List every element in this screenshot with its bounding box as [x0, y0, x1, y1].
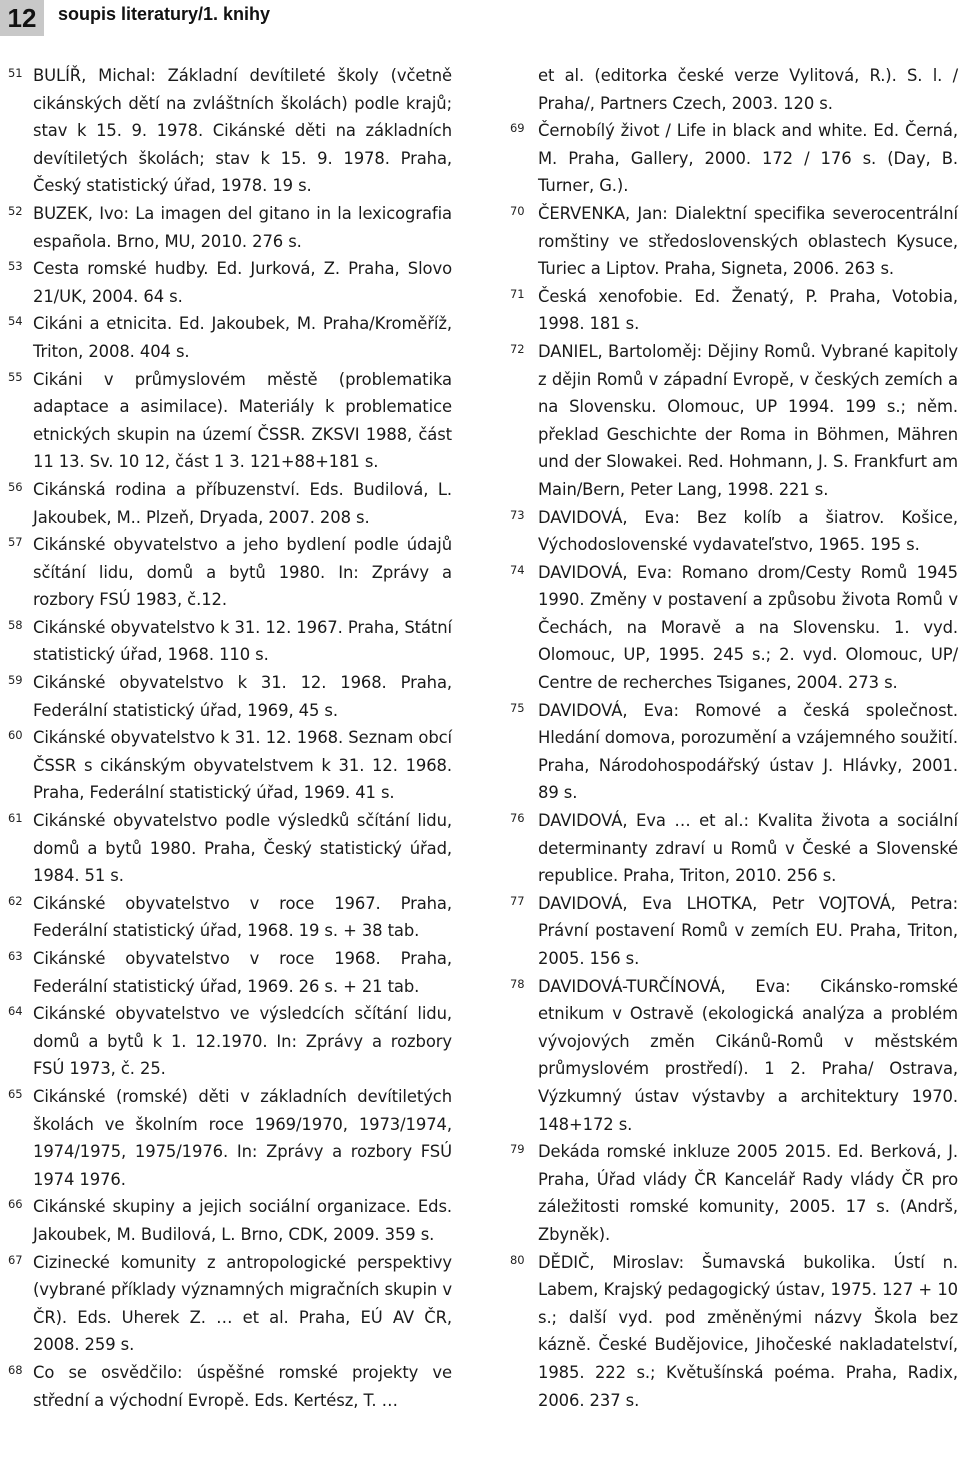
entry-text: Cikánské skupiny a jejich sociální organizace. Eds. Jakoubek, M. Budilová, L. Brno, CDK, 2009. 359 s. [33, 1197, 452, 1244]
entry-text: Cikánské obyvatelstvo podle výsledků sčítání lidu, domů a bytů 1980. Praha, Český statistický úřad, 1984. 51 s. [33, 811, 452, 886]
entry-text: BUZEK, Ivo: La imagen del gitano in la lexicografia española. Brno, MU, 2010. 276 s. [33, 203, 452, 251]
bib-entry [0, 945, 452, 1000]
bib-entry [500, 1138, 958, 1248]
bib-entry [0, 1249, 452, 1359]
bib-entry [500, 559, 958, 697]
entry-number: 65 [8, 1086, 23, 1101]
entry-text: Cikánské obyvatelstvo a jeho bydlení podle údajů sčítání lidu, domů a bytů 1980. In: Zprávy a rozbory FSÚ 1983, č.12. [33, 535, 452, 610]
entry-text: Cikánské obyvatelstvo k 31. 12. 1967. Praha, Státní statistický úřad, 1968. 110 s. [33, 617, 452, 665]
entry-text: Cikánské obyvatelstvo v roce 1968. Praha, Federální statistický úřad, 1969. 26 s. + 21 tab. [33, 949, 452, 996]
bib-entry [500, 807, 958, 890]
right-column [500, 62, 958, 1414]
entry-number: 51 [8, 66, 23, 80]
entry-text: Cikánské obyvatelstvo k 31. 12. 1968. Praha, Federální statistický úřad, 1969, 45 s. [33, 673, 452, 720]
entry-number: 74 [510, 562, 525, 577]
entry-number: 77 [510, 893, 525, 908]
bib-entry [0, 531, 452, 614]
entry-text: Cikánské (romské) děti v základních devítiletých školách ve školním roce 1969/1970, 1973/1974, 1974/1975, 1975/1976. In: Zprávy a rozbory FSÚ 1974 1976. [33, 1086, 452, 1189]
entry-number: 73 [510, 507, 525, 522]
entry-number: 69 [510, 121, 525, 136]
bib-entry [0, 890, 452, 945]
entry-number: 60 [8, 728, 23, 743]
entry-number: 54 [8, 314, 23, 329]
bib-entry [500, 200, 958, 283]
entry-text: Cikánské obyvatelstvo ve výsledcích sčítání lidu, domů a bytů k 1. 12.1970. In: Zprávy a rozbory FSÚ 1973, č. 25. [33, 1004, 452, 1079]
entry-continuation: et al. (editorka české verze Vylitová, R.). S. l. / Praha/, Partners Czech, 2003. 120 s. [538, 66, 958, 113]
bib-entry [0, 310, 452, 365]
bib-entry [0, 476, 452, 531]
entry-number: 67 [8, 1252, 23, 1267]
entry-number: 56 [8, 479, 23, 494]
page-number: 12 [0, 0, 44, 36]
entry-number: 57 [8, 535, 23, 550]
entry-text: DAVIDOVÁ, Eva LHOTKA, Petr VOJTOVÁ, Petra: Právní postavení Romů v zemích EU. Praha, Triton, 2005. 156 s. [538, 893, 958, 968]
entry-number: 79 [510, 1142, 525, 1157]
entry-number: 59 [8, 673, 23, 688]
entry-number: 64 [8, 1004, 23, 1019]
entry-text: Cikánské obyvatelstvo k 31. 12. 1968. Seznam obcí ČSSR s cikánským obyvatelstvem k 31. 12. 1968. Praha, Federální statistický úřad, 1969. 41 s. [33, 728, 452, 803]
entry-text: DAVIDOVÁ, Eva … et al.: Kvalita života a sociální determinanty zdraví u Romů v České a Slovenské republice. Praha, Triton, 2010. 256 s. [538, 811, 958, 886]
entry-text: ČERVENKA, Jan: Dialektní specifika severocentrální romštiny ve středoslovenských oblastech Kysuce, Turiec a Liptov. Praha, Signeta, 2006. 263 s. [538, 203, 958, 279]
entry-number: 78 [510, 976, 525, 991]
entry-number: 75 [510, 700, 525, 715]
entry-text: Cikánská rodina a příbuzenství. Eds. Budilová, L. Jakoubek, M.. Plzeň, Dryada, 2007. 208 s. [33, 479, 452, 527]
entry-number: 71 [510, 286, 525, 301]
bib-entry [500, 338, 958, 504]
entry-text: Cesta romské hudby. Ed. Jurková, Z. Praha, Slovo 21/UK, 2004. 64 s. [33, 259, 452, 306]
entry-text: DAVIDOVÁ, Eva: Romové a česká společnost. Hledání domova, porozumění a vzájemného soužití. Praha, Národohospodářský ústav J. Hlávky, 2001. 89 s. [538, 700, 958, 803]
entry-text: BULÍŘ, Michal: Základní devítileté školy (včetně cikánských dětí na zvláštních školách) podle krajů; stav k 15. 9. 1978. Cikánské děti na základních devítiletých školách; stav k 15. 9. 1978. Praha, Český statistický úřad, 1978. 19 s. [33, 66, 452, 196]
bib-entry [0, 1359, 452, 1414]
entry-text: Co se osvědčilo: úspěšné romské projekty ve střední a východní Evropě. Eds. Kertész, T. … [33, 1362, 452, 1410]
entry-number: 72 [510, 341, 525, 356]
entry-number: 62 [8, 893, 23, 908]
entry-number: 68 [8, 1362, 23, 1377]
bib-entry [0, 200, 452, 255]
bib-entry [0, 807, 452, 890]
entry-number: 53 [8, 259, 23, 274]
entry-text: Dekáda romské inkluze 2005 2015. Ed. Berková, J. Praha, Úřad vlády ČR Kancelář Rady vlády ČR pro záležitosti romské komunity, 2005. 17 s. (Andrš, Zbyněk). [538, 1142, 958, 1244]
bib-entry [0, 614, 452, 669]
entry-text: DANIEL, Bartoloměj: Dějiny Romů. Vybrané kapitoly z dějin Romů v západní Evropě, v českých zemích a na Slovensku. Olomouc, UP 1994. 199 s.; něm. překlad Geschichte der Roma in Böhmen, Mähren und der Slowakei. Red. Hohmann, J. S. Frankfurt am Main/Bern, Peter Lang, 1998. 221 s. [538, 341, 958, 499]
bib-entry [0, 1193, 452, 1248]
bib-entry [0, 724, 452, 807]
bib-entry [0, 669, 452, 724]
entry-text: Cikáni a etnicita. Ed. Jakoubek, M. Praha/Kroměříž, Triton, 2008. 404 s. [33, 314, 452, 361]
bib-entry [500, 117, 958, 200]
entry-number: 55 [8, 369, 23, 384]
page-header [0, 0, 960, 36]
entry-number: 63 [8, 949, 23, 963]
entry-number: 80 [510, 1252, 525, 1267]
entry-number: 70 [510, 203, 525, 218]
entry-number: 66 [8, 1197, 23, 1212]
entry-text: DĚDIČ, Miroslav: Šumavská bukolika. Ústí n. Labem, Krajský pedagogický ústav, 1975. 127 + 10 s.; další vyd. pod změněnými názvy Škola bez kázně. České Budějovice, Jihočeské nakladatelství, 1985. 222 s.; Květušínská poéma. Praha, Radix, 2006. 237 s. [538, 1252, 958, 1410]
entry-number: 61 [8, 811, 23, 826]
bib-entry [0, 366, 452, 476]
entry-number: 58 [8, 617, 23, 632]
bib-entry [500, 504, 958, 559]
entry-text: Cizinecké komunity z antropologické perspektivy (vybrané příklady významných migračních skupin v ČR). Eds. Uherek Z. … et al. Praha, EÚ AV ČR, 2008. 259 s. [33, 1252, 452, 1355]
bib-entry [500, 973, 958, 1139]
entry-text: Cikánské obyvatelstvo v roce 1967. Praha, Federální statistický úřad, 1968. 19 s. + 38 tab. [33, 893, 452, 941]
bib-entry [500, 1249, 958, 1415]
entry-text: Cikáni v průmyslovém městě (problematika adaptace a asimilace). Materiály k problematice etnických skupin na území ČSSR. ZKSVI 1988, část 11 13. Sv. 10 12, část 1 3. 121+88+181 s. [33, 369, 452, 472]
entry-text: DAVIDOVÁ, Eva: Romano drom/Cesty Romů 1945 1990. Změny v postavení a způsobu života Romů v Čechách, na Moravě a na Slovensku. 1. vyd. Olomouc, UP, 1995. 245 s.; 2. vyd. Olomouc, UP/ Centre de recherches Tsiganes, 2004. 273 s. [538, 562, 958, 693]
bib-entry [500, 283, 958, 338]
entry-text: DAVIDOVÁ-TURČÍNOVÁ, Eva: Cikánsko-romské etnikum v Ostravě (ekologická analýza a problém vývojových změn Cikánů-Romů v městském průmyslovém prostředí). 1 2. Praha/ Ostrava, Výzkumný ústav výstavby a architektury 1970. 148+172 s. [538, 976, 958, 1134]
bib-entry [500, 697, 958, 807]
bib-entry [500, 890, 958, 973]
running-title: soupis literatury/1. knihy [58, 4, 271, 24]
entry-text: DAVIDOVÁ, Eva: Bez kolíb a šiatrov. Košice, Východoslovenské vydavateľstvo, 1965. 195 s. [538, 507, 958, 555]
bib-entry [0, 62, 452, 200]
bib-entry [0, 255, 452, 310]
bib-entry [0, 1000, 452, 1083]
entry-number: 76 [510, 811, 525, 826]
entry-number: 52 [8, 203, 23, 218]
bib-entry [0, 1083, 452, 1193]
entry-text: Černobílý život / Life in black and white. Ed. Černá, M. Praha, Gallery, 2000. 172 / 176 s. (Day, B. Turner, G.). [538, 121, 958, 196]
left-column [0, 62, 452, 1414]
entry-text: Česká xenofobie. Ed. Ženatý, P. Praha, Votobia, 1998. 181 s. [538, 286, 958, 334]
